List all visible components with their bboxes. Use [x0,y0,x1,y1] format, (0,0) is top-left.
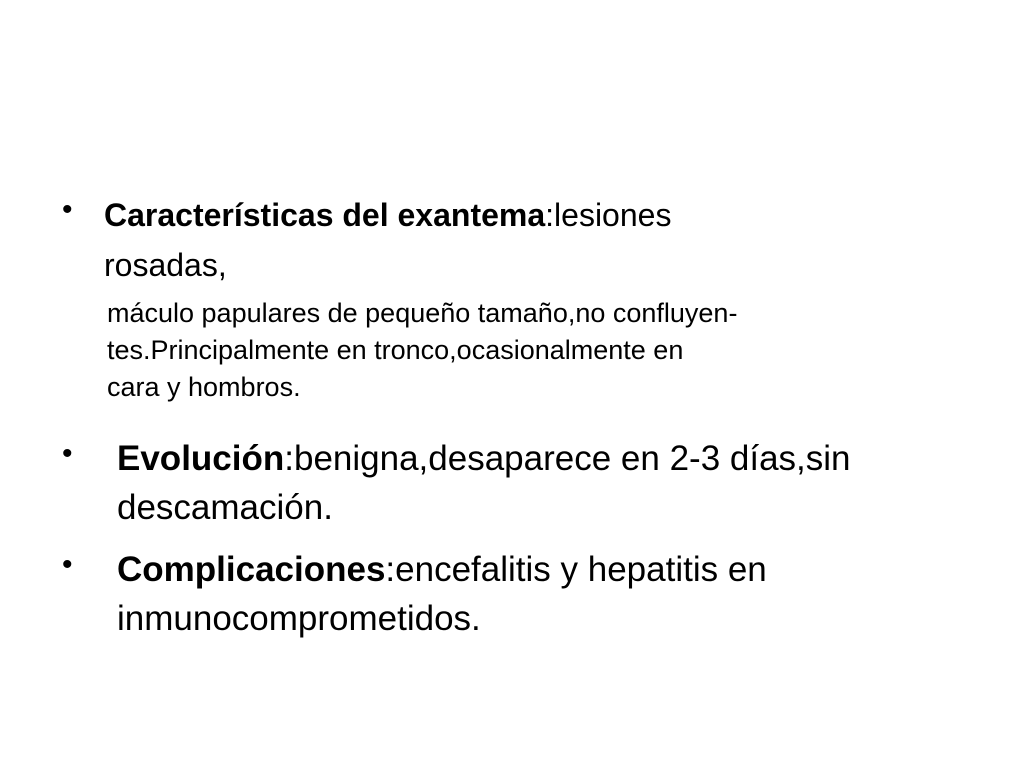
bullet-term: Complicaciones [117,550,386,589]
bullet-line-1 [104,190,671,240]
bullet-marker: • [62,437,73,470]
bullet-separator: : [284,439,294,478]
bullet-separator: : [385,550,396,589]
sub-paragraph [107,295,967,406]
bullet-item-exanthem [62,190,802,290]
bullet-description: encefalitis y hepatitis en [395,550,767,589]
bullet-line-1 [117,545,767,594]
bullet-text [104,190,671,290]
sub-paragraph-line: cara y hombros. [107,372,301,402]
bullet-line-1 [117,434,851,483]
bullet-line-2: descamación. [117,488,333,527]
bullet-line-2: inmunocomprometidos. [117,599,481,638]
bullet-marker: • [62,193,73,226]
bullet-description: lesiones [554,197,672,233]
bullet-term: Características del exantema [104,197,546,233]
sub-paragraph-line: tes.Principalmente en tronco,ocasionalmente en [107,335,684,365]
bullet-text [117,434,851,532]
sub-paragraph-line: máculo papulares de pequeño tamaño,no confluyen- [107,298,738,328]
bullet-marker: • [62,548,73,581]
bullet-line-2: rosadas, [104,247,227,283]
bullet-separator: : [545,197,555,233]
bullet-description: benigna,desaparece en 2-3 días,sin [293,439,851,478]
bullet-item-evolution [62,434,992,532]
bullet-text [117,545,767,643]
bullet-item-complications [62,545,992,643]
bullet-term: Evolución [117,439,285,478]
